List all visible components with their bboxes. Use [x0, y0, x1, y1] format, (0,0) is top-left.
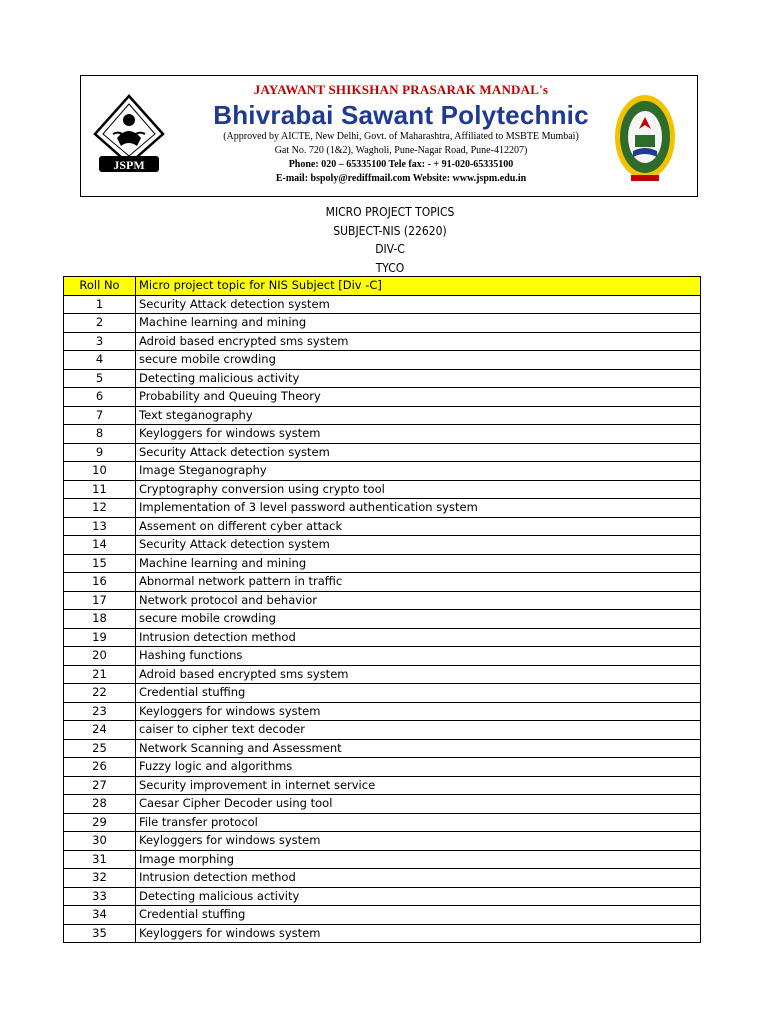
roll-no-cell: 9 [64, 443, 136, 462]
roll-no-cell: 6 [64, 388, 136, 407]
roll-no-cell: 15 [64, 554, 136, 573]
mandal-name: JAYAWANT SHIKSHAN PRASARAK MANDAL's [253, 82, 549, 97]
roll-no-cell: 1 [64, 295, 136, 314]
roll-no-cell: 30 [64, 832, 136, 851]
table-row [64, 351, 701, 370]
table-row [64, 332, 701, 351]
table-row [64, 813, 701, 832]
topic-cell: Security Attack detection system [136, 536, 701, 555]
table-row [64, 314, 701, 333]
table-row [64, 924, 701, 943]
topic-cell: Security Attack detection system [136, 443, 701, 462]
topic-header: Micro project topic for NIS Subject [Div -C] [136, 277, 701, 296]
roll-no-cell: 8 [64, 425, 136, 444]
topic-cell: secure mobile crowding [136, 610, 701, 629]
table-row [64, 536, 701, 555]
topic-cell: Caesar Cipher Decoder using tool [136, 795, 701, 814]
roll-no-cell: 13 [64, 517, 136, 536]
topic-cell: Network Scanning and Assessment [136, 739, 701, 758]
topics-table-body [64, 295, 701, 943]
roll-no-cell: 16 [64, 573, 136, 592]
roll-no-cell: 12 [64, 499, 136, 518]
table-row [64, 480, 701, 499]
topic-cell: Intrusion detection method [136, 869, 701, 888]
table-row [64, 295, 701, 314]
topic-cell: Network protocol and behavior [136, 591, 701, 610]
table-row [64, 739, 701, 758]
table-row [64, 499, 701, 518]
address-line: Gat No. 720 (1&2), Wagholi, Pune-Nagar Road, Pune-412207) [274, 145, 528, 156]
approval-line: (Approved by AICTE, New Delhi, Govt. of Maharashtra, Affiliated to MSBTE Mumbai) [223, 131, 579, 142]
table-row [64, 702, 701, 721]
topic-cell: Adroid based encrypted sms system [136, 332, 701, 351]
roll-no-cell: 33 [64, 887, 136, 906]
roll-no-cell: 29 [64, 813, 136, 832]
topic-cell: Abnormal network pattern in traffic [136, 573, 701, 592]
roll-no-cell: 10 [64, 462, 136, 481]
table-row [64, 425, 701, 444]
heading-title: MICRO PROJECT TOPICS [325, 205, 455, 219]
table-row [64, 850, 701, 869]
roll-no-cell: 31 [64, 850, 136, 869]
roll-no-cell: 2 [64, 314, 136, 333]
topic-cell: Keyloggers for windows system [136, 924, 701, 943]
table-row [64, 591, 701, 610]
roll-no-cell: 22 [64, 684, 136, 703]
table-row [64, 906, 701, 925]
table-row [64, 517, 701, 536]
roll-no-cell: 23 [64, 702, 136, 721]
topic-cell: Image morphing [136, 850, 701, 869]
table-row [64, 647, 701, 666]
heading-division: DIV-C [375, 242, 405, 256]
roll-no-cell: 26 [64, 758, 136, 777]
topic-cell: Intrusion detection method [136, 628, 701, 647]
roll-no-cell: 11 [64, 480, 136, 499]
table-row [64, 554, 701, 573]
topic-cell: Security Attack detection system [136, 295, 701, 314]
topic-cell: Machine learning and mining [136, 314, 701, 333]
topic-cell: Fuzzy logic and algorithms [136, 758, 701, 777]
topic-cell: Detecting malicious activity [136, 887, 701, 906]
table-row [64, 443, 701, 462]
table-row [64, 406, 701, 425]
jspm-emblem-icon [91, 94, 167, 176]
topic-cell: Cryptography conversion using crypto tool [136, 480, 701, 499]
topic-cell: secure mobile crowding [136, 351, 701, 370]
institute-name: Bhivrabai Sawant Polytechnic [213, 100, 589, 130]
table-row [64, 462, 701, 481]
topic-cell: Security improvement in internet service [136, 776, 701, 795]
topic-cell: caiser to cipher text decoder [136, 721, 701, 740]
topic-cell: Hashing functions [136, 647, 701, 666]
phone-line: Phone: 020 – 65335100 Tele fax: - + 91-020-65335100 [288, 159, 514, 170]
jspm-logo-text: JSPM [113, 158, 145, 172]
table-header-row [64, 277, 701, 296]
roll-no-cell: 21 [64, 665, 136, 684]
roll-no-cell: 24 [64, 721, 136, 740]
table-row [64, 369, 701, 388]
table-row [64, 684, 701, 703]
table-row [64, 869, 701, 888]
heading-class: TYCO [375, 260, 405, 275]
topic-cell: Keyloggers for windows system [136, 702, 701, 721]
topic-cell: Image Steganography [136, 462, 701, 481]
institute-crest-icon [613, 91, 677, 187]
table-row [64, 388, 701, 407]
topic-cell: Credential stuffing [136, 684, 701, 703]
topic-cell: File transfer protocol [136, 813, 701, 832]
table-row [64, 665, 701, 684]
topic-cell: Machine learning and mining [136, 554, 701, 573]
roll-no-cell: 3 [64, 332, 136, 351]
roll-no-cell: 27 [64, 776, 136, 795]
table-row [64, 573, 701, 592]
topic-cell: Implementation of 3 level password authentication system [136, 499, 701, 518]
topics-heading [230, 203, 550, 277]
topic-cell: Detecting malicious activity [136, 369, 701, 388]
table-row [64, 887, 701, 906]
roll-no-cell: 28 [64, 795, 136, 814]
roll-no-cell: 4 [64, 351, 136, 370]
letterhead-text [191, 82, 611, 186]
roll-no-cell: 34 [64, 906, 136, 925]
table-row [64, 776, 701, 795]
table-row [64, 628, 701, 647]
roll-no-cell: 20 [64, 647, 136, 666]
roll-no-cell: 35 [64, 924, 136, 943]
table-row [64, 721, 701, 740]
roll-no-cell: 25 [64, 739, 136, 758]
roll-no-cell: 17 [64, 591, 136, 610]
table-row [64, 610, 701, 629]
table-row [64, 758, 701, 777]
topic-cell: Keyloggers for windows system [136, 425, 701, 444]
roll-no-header: Roll No [64, 277, 136, 296]
topic-cell: Keyloggers for windows system [136, 832, 701, 851]
roll-no-cell: 18 [64, 610, 136, 629]
topic-cell: Text steganography [136, 406, 701, 425]
roll-no-cell: 14 [64, 536, 136, 555]
roll-no-cell: 5 [64, 369, 136, 388]
topics-table [63, 276, 701, 943]
topic-cell: Probability and Queuing Theory [136, 388, 701, 407]
roll-no-cell: 32 [64, 869, 136, 888]
roll-no-cell: 7 [64, 406, 136, 425]
topic-cell: Credential stuffing [136, 906, 701, 925]
email-line: E-mail: bspoly@rediffmail.com Website: www.jspm.edu.in [275, 173, 527, 184]
table-row [64, 832, 701, 851]
letterhead [80, 75, 698, 197]
heading-subject: SUBJECT-NIS (22620) [333, 223, 447, 238]
roll-no-cell: 19 [64, 628, 136, 647]
topic-cell: Assement on different cyber attack [136, 517, 701, 536]
topic-cell: Adroid based encrypted sms system [136, 665, 701, 684]
table-row [64, 795, 701, 814]
